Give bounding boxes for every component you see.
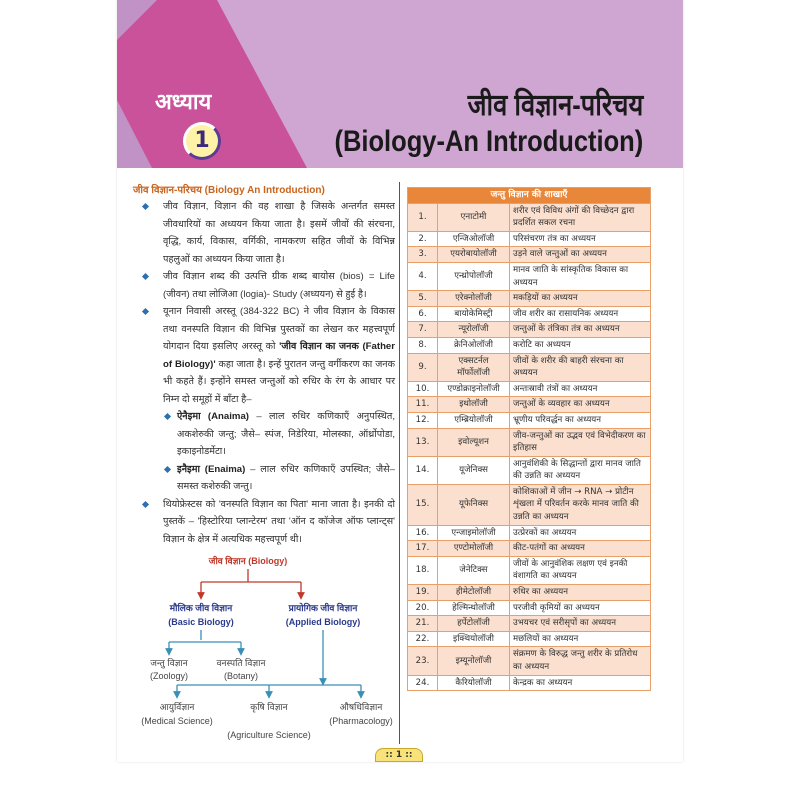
branch-name: क्रेनिओलॉजी [438,337,510,353]
row-number: 8. [408,337,438,353]
row-number: 2. [408,231,438,247]
branch-description: शरीर एवं विविध अंगों की विच्छेदन द्वारा प्रदर्शित सकल रचना [510,203,651,231]
agriculture-hindi: कृषि विज्ञान [250,702,288,712]
term: इनैइमा (Enaima) [177,463,246,475]
row-number: 3. [408,247,438,263]
table-row [408,247,651,263]
branch-name: कैरियोलॉजी [438,675,510,691]
table-row [408,675,651,691]
father-of-biology: 'जीव विज्ञान का जनक (Father of Biology)' [163,341,395,370]
branch-description: भ्रूणीय परिवर्द्धन का अध्ययन [510,412,651,428]
sub-bullet-enaima [133,461,395,496]
bullet-theophrastus: थियोफ्रेस्टस को 'वनस्पति विज्ञान का पिता' माना जाता है। इनकी दो पुस्तकें – 'हिस्टोरिया प्लान्टेरम' तथा 'ऑन द कॉजेज ऑफ प्लान्ट्स' विज्ञान के क्षेत्र में अत्यधिक महत्त्वपूर्ण थी। [133,496,395,549]
table-row [408,428,651,456]
pharmacology-hindi: औषधिविज्ञान [339,702,383,712]
term: ऐनैइमा (Anaima) [177,411,249,422]
row-number: 10. [408,381,438,397]
table-row [408,647,651,675]
text: – लाल रुधिर कणिकाएँ उपस्थित; जैसे– समस्त कशेरुकी जन्तु। [177,463,395,492]
botany-english: (Botany) [223,671,259,681]
row-number: 21. [408,616,438,632]
branch-description: रुधिर का अध्ययन [510,585,651,601]
branch-description: करोटि का अध्ययन [510,337,651,353]
branch-name: एरेक्नोलॉजी [438,291,510,307]
text: यूनान निवासी अरस्तू (384-322 BC) ने जीव विज्ञान के विकास तथा वनस्पति विज्ञान की विभिन्न पुस्तकों का लेखन कर महत्त्वपूर्ण योगदान दिया इसलिए अरस्तू को [163,306,395,352]
section-heading: जीव विज्ञान-परिचय (Biology An Introduction) [133,185,325,196]
medical-science-hindi: आयुर्विज्ञान [159,702,195,712]
zoology-hindi: जन्तु विज्ञान [150,658,188,668]
row-number: 24. [408,675,438,691]
bullet-definition: जीव विज्ञान, विज्ञान की वह शाखा है जिसके अन्तर्गत समस्त जीवधारियों का अध्ययन किया जाता है। इसमें जीवों की संरचना, वृद्धि, कार्य, विकास, वर्गिकी, नामकरण सहित जीवों के विभिन्न पहलुओं का अध्ययन किया जाता है। [133,198,395,268]
table-row [408,337,651,353]
branch-description: केन्द्रक का अध्ययन [510,675,651,691]
table-row [408,306,651,322]
branch-description: संक्रमण के विरुद्ध जन्तु शरीर के प्रतिरोध का अध्ययन [510,647,651,675]
table-row [408,525,651,541]
chapter-number-badge: 1 [183,122,221,160]
branch-name: हर्पेटोलॉजी [438,616,510,632]
branch-name: यूजेनिक्स [438,456,510,484]
row-number: 17. [408,541,438,557]
pharmacology-english: (Pharmacology) [329,716,393,726]
table-row [408,353,651,381]
branch-description: जीवों के आनुवंशिक लक्षण एवं इनकी वंशागति का अध्ययन [510,556,651,584]
chapter-title [334,88,643,160]
row-number: 13. [408,428,438,456]
branch-name: इक्थियोलॉजी [438,631,510,647]
row-number: 1. [408,203,438,231]
sub-bullet-anaima [133,408,395,461]
zoology-branches-table [407,187,651,691]
branch-description: उड़ने वाले जन्तुओं का अध्ययन [510,247,651,263]
table-row [408,412,651,428]
branch-description: कोशिकाओं में जीन → RNA → प्रोटीन शृंखला में परिवर्तन करके मानव जाति की उन्नति का अध्ययन [510,484,651,525]
row-number: 19. [408,585,438,601]
diagram-root: जीव विज्ञान (Biology) [208,556,288,566]
table-row [408,484,651,525]
table-row [408,631,651,647]
left-column [133,184,395,744]
branch-description: अन्तःस्रावी तंत्रों का अध्ययन [510,381,651,397]
branch-description: आनुवंशिकी के सिद्धान्तों द्वारा मानव जाति की उन्नति का अध्ययन [510,456,651,484]
table-row [408,585,651,601]
applied-biology-hindi: प्रायोगिक जीव विज्ञान [288,603,358,613]
row-number: 5. [408,291,438,307]
row-number: 12. [408,412,438,428]
branch-name: एनाटोमी [438,203,510,231]
branch-description: मानव जाति के सांस्कृतिक विकास का अध्ययन [510,262,651,290]
book-page [117,0,683,762]
applied-biology-english: (Applied Biology) [285,617,361,627]
branch-description: जीव शरीर का रासायनिक अध्ययन [510,306,651,322]
table-row [408,456,651,484]
table-row [408,397,651,413]
chapter-header [117,0,683,168]
row-number: 11. [408,397,438,413]
botany-hindi: वनस्पति विज्ञान [216,658,266,668]
row-number: 15. [408,484,438,525]
branch-name: एन्जाइमोलॉजी [438,525,510,541]
row-number: 6. [408,306,438,322]
column-divider [399,182,400,744]
chapter-label: अध्याय [155,90,212,115]
branch-description: परजीवी कृमियों का अध्ययन [510,600,651,616]
branch-description: उत्प्रेरकों का अध्ययन [510,525,651,541]
branch-description: जन्तुओं के तंत्रिका तंत्र का अध्ययन [510,322,651,338]
red-connectors [201,569,301,596]
table-row [408,203,651,231]
table-row [408,600,651,616]
intro-section [133,184,395,548]
branch-description: उभयचर एवं सरीसृपों का अध्ययन [510,616,651,632]
branch-name: एण्टोमोलॉजी [438,541,510,557]
table-row [408,291,651,307]
row-number: 16. [408,525,438,541]
branch-name: जेनेटिक्स [438,556,510,584]
medical-science-english: (Medical Science) [141,716,213,726]
branch-description: परिसंचरण तंत्र का अध्ययन [510,231,651,247]
title-english: (Biology-An Introduction) [334,125,643,158]
row-number: 23. [408,647,438,675]
branch-name: एयरोबायोलॉजी [438,247,510,263]
branch-name: यूफेनिक्स [438,484,510,525]
branch-name: एम्ब्रियोलॉजी [438,412,510,428]
text: – लाल रुधिर कणिकाएँ अनुपस्थित, अकशेरुकी जन्तु; जैसे– स्पंज, निडेरिया, मोलस्का, ऑर्थ्रोपोडा, इकाइनोडर्मेटा। [177,411,395,457]
branch-description: मकड़ियों का अध्ययन [510,291,651,307]
branch-name: इवोल्यूशन [438,428,510,456]
table-row [408,231,651,247]
branch-name: हेल्मिन्थोलॉजी [438,600,510,616]
branch-description: कीट-पतंगों का अध्ययन [510,541,651,557]
table-row [408,322,651,338]
row-number: 7. [408,322,438,338]
row-number: 14. [408,456,438,484]
page-number: :: 1 :: [375,748,423,762]
branch-name: बायोकेमिस्ट्री [438,306,510,322]
table-title: जन्तु विज्ञान की शाखाएँ [408,188,651,204]
table-row [408,616,651,632]
branch-description: जीवों के शरीर की बाहरी संरचना का अध्ययन [510,353,651,381]
basic-biology-hindi: मौलिक जीव विज्ञान [169,603,233,613]
row-number: 9. [408,353,438,381]
branch-description: जीव-जन्तुओं का उद्भव एवं विभेदीकरण का इतिहास [510,428,651,456]
branch-name: इम्यूनोलॉजी [438,647,510,675]
table-row [408,541,651,557]
row-number: 4. [408,262,438,290]
branch-name: एक्सटर्नल मॉर्फोलॉजी [438,353,510,381]
branch-name: हीमेटोलॉजी [438,585,510,601]
branch-name: एन्थ्रोपोलॉजी [438,262,510,290]
branch-name: एन्जिओलॉजी [438,231,510,247]
basic-biology-english: (Basic Biology) [168,617,234,627]
row-number: 20. [408,600,438,616]
bullet-etymology: जीव विज्ञान शब्द की उत्पत्ति ग्रीक शब्द बायोस (bios) = Life (जीवन) तथा लोजिआ (logia)- Study (अध्ययन) से हुई है। [133,268,395,303]
table-row [408,262,651,290]
biology-branches-diagram [133,552,403,744]
branch-description: मछलियों का अध्ययन [510,631,651,647]
branch-name: न्यूरोलॉजी [438,322,510,338]
zoology-english: (Zoology) [149,671,189,681]
text: कहा जाता है। इन्हें पुरातन जन्तु वर्गीकरण का जनक भी कहते हैं। इन्होंने समस्त जन्तुओं को रुधिर के रंग के आधार पर निम्न दो समूहों में बाँटा है– [163,358,396,405]
agriculture-english: (Agriculture Science) [227,730,311,740]
branch-name: इथोलॉजी [438,397,510,413]
branch-name: एण्डोक्राइनोलॉजी [438,381,510,397]
row-number: 22. [408,631,438,647]
table-row [408,381,651,397]
title-hindi: जीव विज्ञान-परिचय [467,89,643,122]
branch-description: जन्तुओं के व्यवहार का अध्ययन [510,397,651,413]
bullet-aristotle [133,303,395,408]
table-row [408,556,651,584]
row-number: 18. [408,556,438,584]
